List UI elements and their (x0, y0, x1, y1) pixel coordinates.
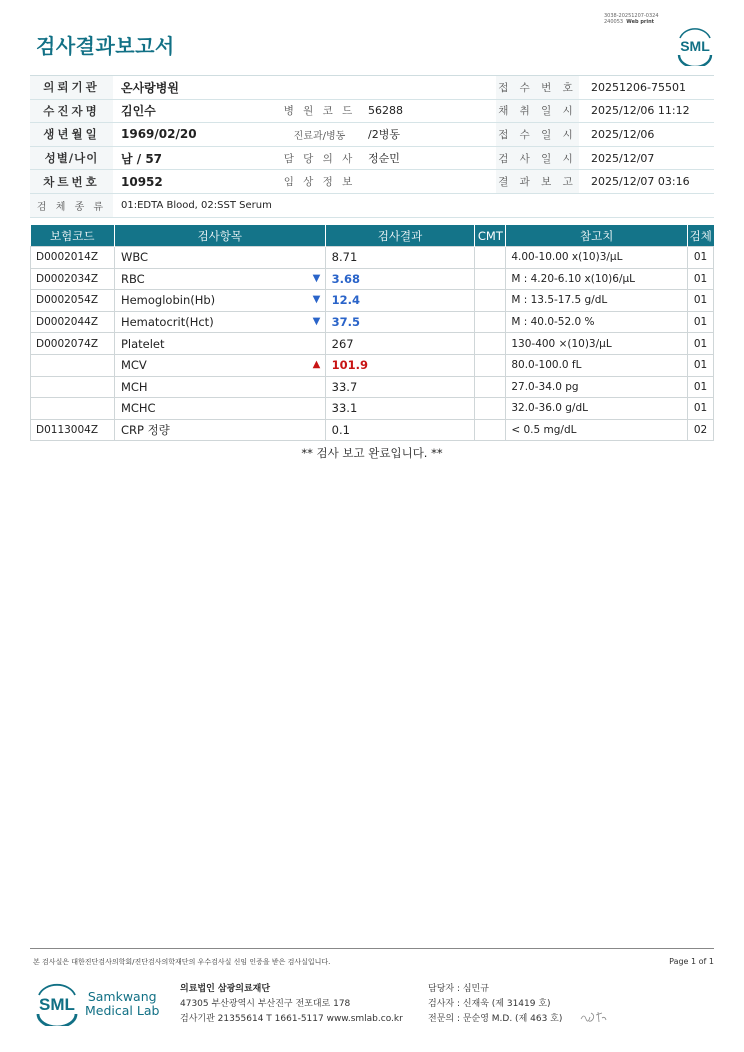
specimen-label: 검 체 종 류 (30, 193, 113, 217)
result-value-text: 12.4 (331, 293, 361, 308)
result-cmt (475, 311, 506, 333)
result-reference: M : 40.0-52.0 % (506, 311, 688, 333)
result-reference: 27.0-34.0 pg (506, 376, 688, 398)
result-value-text: 101.9 (331, 358, 369, 373)
sex-age-label: 성별/나이 (30, 146, 113, 170)
brand-name-line1: Samkwang (87, 989, 157, 1004)
svg-text:SML: SML (39, 995, 75, 1014)
result-item: MCH (114, 376, 325, 398)
print-id-line: 3038-20251207-0324 (604, 13, 659, 19)
org-address: 47305 부산광역시 부산진구 전포대로 178 (180, 999, 351, 1009)
clinical-label: 임 상 정 보 (283, 170, 356, 194)
result-value (325, 376, 475, 398)
receipt-no-label: 접 수 번 호 (496, 76, 579, 100)
staff-info (428, 982, 562, 1027)
result-reference: < 0.5 mg/dL (506, 419, 688, 441)
result-reference: M : 4.20-6.10 x(10)6/μL (506, 268, 688, 290)
result-value (312, 268, 475, 290)
low-flag-icon: ▼ (312, 294, 321, 306)
header-item: 검사항목 (114, 225, 325, 247)
result-value-text: 33.1 (331, 401, 358, 416)
patient-info-table (30, 75, 714, 218)
result-value-text: 37.5 (331, 315, 361, 330)
info-row (30, 146, 714, 170)
result-cmt (475, 290, 506, 312)
header-specimen: 검체 (688, 225, 714, 247)
hospital-code-value: 56288 (356, 99, 496, 123)
specimen-value: 01:EDTA Blood, 02:SST Serum (113, 193, 714, 217)
dob-value: 1969/02/20 (113, 123, 283, 147)
result-value-text: 3.68 (331, 271, 361, 286)
result-code (31, 354, 115, 376)
completion-note: ** 검사 보고 완료입니다. ** (301, 446, 443, 460)
high-flag-icon: ▲ (312, 358, 321, 370)
header-reference: 참고치 (506, 225, 688, 247)
reported-label: 결 과 보 고 (496, 170, 579, 194)
header-code: 보험코드 (31, 225, 115, 247)
result-item: Hematocrit(Hct) (114, 311, 325, 333)
org-contact: 검사기관 21355614 T 1661-5117 www.smlab.co.kr (180, 1014, 403, 1024)
result-specimen: 01 (688, 311, 714, 333)
manager: 담당자 : 심민규 (428, 984, 489, 994)
results-header-row (31, 225, 714, 247)
result-value-text: 0.1 (331, 423, 350, 438)
chart-value: 10952 (113, 170, 283, 194)
result-specimen: 01 (688, 247, 714, 269)
result-item: CRP 정량 (114, 419, 325, 441)
result-code: D0002034Z (31, 268, 115, 290)
result-item: RBC (114, 268, 325, 290)
result-row (31, 311, 714, 333)
result-code: D0002044Z (31, 311, 115, 333)
result-value (312, 290, 475, 312)
result-item: WBC (114, 247, 325, 269)
result-specimen: 01 (688, 333, 714, 355)
result-value-text: 267 (331, 336, 354, 351)
organization-info (180, 982, 403, 1027)
info-row (30, 76, 714, 100)
sml-logo-icon (672, 26, 718, 66)
result-specimen: 01 (688, 376, 714, 398)
sml-logo-icon (34, 980, 80, 1026)
info-row (30, 123, 714, 147)
result-specimen: 01 (688, 290, 714, 312)
results-table (30, 225, 714, 441)
result-reference: 32.0-36.0 g/dL (506, 398, 688, 420)
print-id-line2: 240053 Web print (604, 19, 655, 25)
received-value: 2025/12/06 (579, 123, 714, 147)
result-row (31, 247, 714, 269)
result-row (31, 354, 714, 376)
result-reference: 130-400 ×(10)3/μL (506, 333, 688, 355)
result-value-text: 33.7 (331, 379, 358, 394)
result-cmt (475, 398, 506, 420)
result-value (312, 311, 475, 333)
brand-name-line2: Medical Lab (85, 1003, 160, 1018)
info-row (30, 99, 714, 123)
print-info (604, 13, 659, 25)
clinical-value (356, 170, 496, 194)
page-number: Page 1 of 1 (669, 957, 714, 966)
footer-divider (30, 948, 714, 949)
result-code (31, 398, 115, 420)
result-reference: M : 13.5-17.5 g/dL (506, 290, 688, 312)
result-row (31, 398, 714, 420)
result-specimen: 01 (688, 354, 714, 376)
signature-icon (578, 1007, 608, 1027)
header-result: 검사결과 (325, 225, 475, 247)
receipt-no-value: 20251206-75501 (579, 76, 714, 100)
specialist: 전문의 : 문순영 M.D. (제 463 호) (428, 1014, 563, 1024)
result-code: D0002014Z (31, 247, 115, 269)
collected-label: 채 취 일 시 (496, 99, 579, 123)
result-reference: 80.0-100.0 fL (506, 354, 688, 376)
result-row (31, 268, 714, 290)
result-value (325, 419, 475, 441)
dob-label: 생년월일 (30, 123, 113, 147)
result-item: MCV (114, 354, 325, 376)
svg-text:SML: SML (680, 38, 710, 54)
hospital-code-label: 병 원 코 드 (283, 99, 356, 123)
dept-value: /2병동 (356, 123, 496, 147)
brand-name (85, 990, 159, 1018)
reported-value: 2025/12/07 03:16 (579, 170, 714, 194)
result-cmt (475, 333, 506, 355)
result-value (312, 354, 475, 376)
report-title: 검사결과보고서 (36, 34, 175, 58)
hospital-label: 의뢰기관 (30, 76, 113, 100)
name-value: 김인수 (113, 99, 283, 123)
result-row (31, 419, 714, 441)
result-reference: 4.00-10.00 x(10)3/μL (506, 247, 688, 269)
collected-value: 2025/12/06 11:12 (579, 99, 714, 123)
result-cmt (475, 419, 506, 441)
result-specimen: 01 (688, 268, 714, 290)
header-cmt: CMT (475, 225, 506, 247)
doctor-label: 담 당 의 사 (283, 146, 356, 170)
received-label: 접 수 일 시 (496, 123, 579, 147)
result-cmt (475, 354, 506, 376)
result-value (325, 398, 475, 420)
result-row (31, 333, 714, 355)
result-row (31, 290, 714, 312)
result-cmt (475, 376, 506, 398)
low-flag-icon: ▼ (312, 315, 321, 327)
result-code (31, 376, 115, 398)
result-code: D0002074Z (31, 333, 115, 355)
result-row (31, 376, 714, 398)
result-item: MCHC (114, 398, 325, 420)
dept-label: 진료과/병동 (283, 123, 356, 147)
tested-value: 2025/12/07 (579, 146, 714, 170)
result-value (325, 333, 475, 355)
name-label: 수진자명 (30, 99, 113, 123)
chart-label: 차트번호 (30, 170, 113, 194)
sex-age-value: 남 / 57 (113, 146, 283, 170)
tester: 검사자 : 신재욱 (제 31419 호) (428, 999, 551, 1009)
result-item: Platelet (114, 333, 325, 355)
info-row (30, 170, 714, 194)
result-specimen: 02 (688, 419, 714, 441)
result-code: D0002054Z (31, 290, 115, 312)
result-code: D0113004Z (31, 419, 115, 441)
result-value-text: 8.71 (331, 250, 358, 265)
result-specimen: 01 (688, 398, 714, 420)
result-value (325, 247, 475, 269)
certification-note: 본 검사실은 대한진단검사의학회/진단검사의학재단의 우수검사실 신임 인증을 받은 검사실입니다. (33, 958, 331, 966)
hospital-value: 온사랑병원 (113, 76, 496, 100)
doctor-value: 정순민 (356, 146, 496, 170)
result-cmt (475, 247, 506, 269)
low-flag-icon: ▼ (312, 272, 321, 284)
tested-label: 검 사 일 시 (496, 146, 579, 170)
org-name: 의료법인 삼광의료재단 (180, 984, 271, 994)
info-row (30, 193, 714, 217)
result-cmt (475, 268, 506, 290)
result-item: Hemoglobin(Hb) (114, 290, 325, 312)
